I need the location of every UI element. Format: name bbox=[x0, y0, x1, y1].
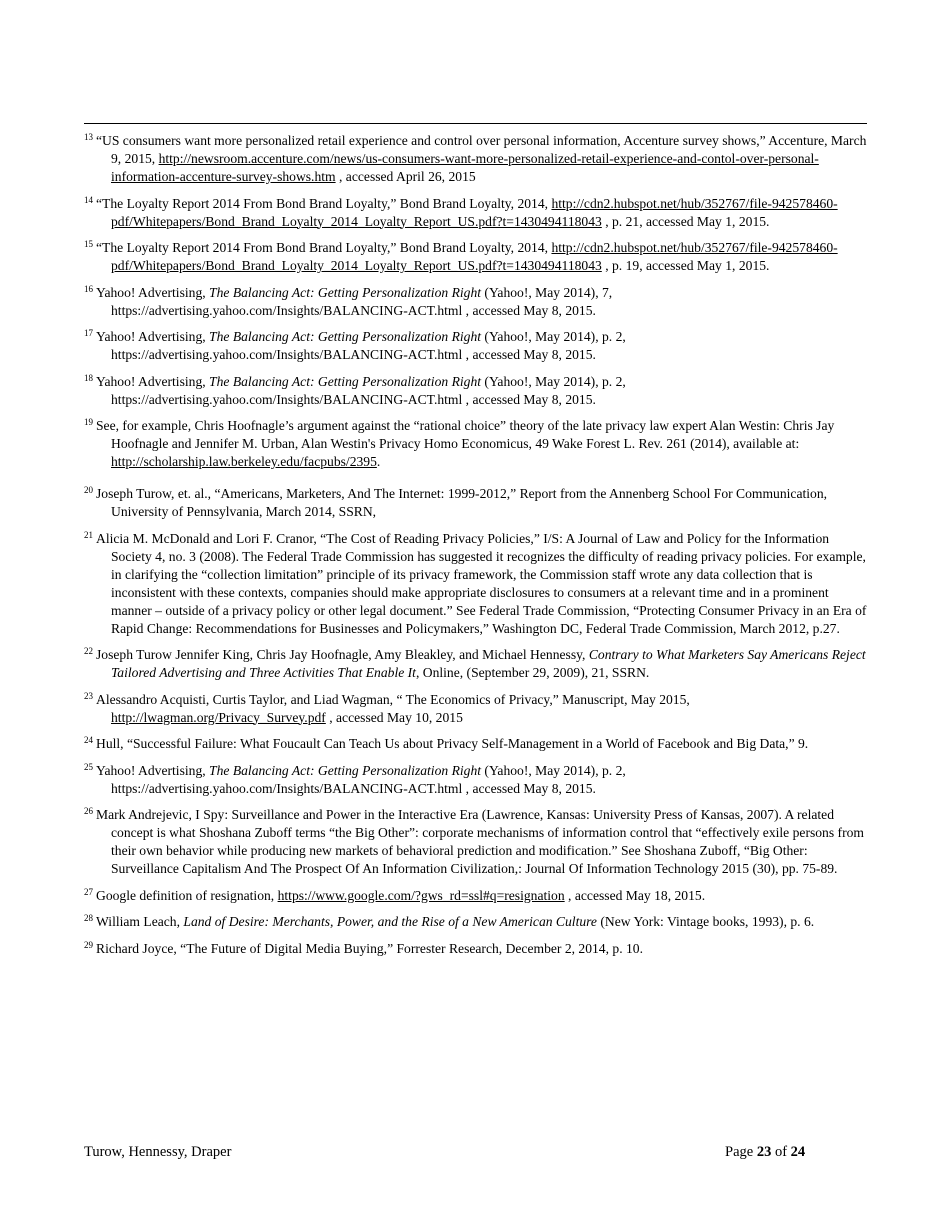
footnote-text: , p. 19, accessed May 1, 2015. bbox=[601, 258, 770, 273]
footnote-text: “The Loyalty Report 2014 From Bond Brand Loyalty,” Bond Brand Loyalty, 2014, bbox=[96, 195, 552, 211]
footnote-number: 22 bbox=[84, 646, 93, 656]
title-text: Land of Desire: Merchants, Power, and the Rise of a New American Culture bbox=[183, 914, 597, 929]
footnote-number: 25 bbox=[84, 761, 93, 772]
footnote-number: 18 bbox=[84, 372, 93, 383]
footnote-link[interactable]: http://newsroom.accenture.com/news/us-consumers-want-more-personalized-retail-experience-and-contol-over-personal-information-accenture-survey-shows.htm bbox=[111, 151, 819, 184]
footnote-25 bbox=[84, 762, 869, 798]
footnote-link[interactable]: http://cdn2.hubspot.net/hub/352767/file-942578460-pdf/Whitepapers/Bond_Brand_Loyalty_2014_Loyalty_Report_US.pdf?t=1430494118043 bbox=[111, 195, 838, 229]
title-text: The Balancing Act: Getting Personalization Right bbox=[209, 284, 482, 300]
footnote-number: 19 bbox=[84, 417, 93, 427]
footnote-23 bbox=[84, 691, 869, 727]
footnote-number: 20 bbox=[84, 485, 93, 495]
footnote-text: Yahoo! Advertising, bbox=[96, 373, 210, 389]
footnote-number: 13 bbox=[84, 132, 93, 142]
footnote-text: Joseph Turow, et. al., “Americans, Marketers, And The Internet: 1999-2012,” Report from the Annenberg School For Communication, University of Pennsylvania, March 2014, SSRN, bbox=[96, 486, 828, 519]
footnote-number: 21 bbox=[84, 529, 93, 540]
footnote-link[interactable]: http://lwagman.org/Privacy_Survey.pdf bbox=[111, 709, 326, 725]
footnote-text: Yahoo! Advertising, bbox=[96, 762, 210, 778]
footnote-text: Alicia M. McDonald and Lori F. Cranor, “The Cost of Reading Privacy Policies,” I/S: A Journal of Law and Policy for the Information Society 4, no. 3 (2008). The Federal Trade Commission has suggested it recognizes the difficulty of reading privacy policies. For example, in clarifying the “collection limitation” principle of its privacy framework, the Commission staff wrote any data collection that is inconsistent with these contexts, companies should make appropriate disclosures to consumers at a relevant time and in a prominent manner – outside of a privacy policy or other legal document.” See Federal Trade Commission, “Protecting Consumer Privacy in an Era of Rapid Change: Recommendations for Businesses and Policymakers,” Washington DC, Federal Trade Commission, March 2012, p.27. bbox=[96, 530, 867, 636]
footnote-number: 16 bbox=[84, 283, 93, 294]
footnote-number: 27 bbox=[84, 886, 93, 897]
footnote-number: 24 bbox=[84, 735, 93, 745]
footnote-15 bbox=[84, 239, 869, 275]
page-current: 23 bbox=[756, 1144, 772, 1160]
footnote-text: Mark Andrejevic, I Spy: Surveillance and Power in the Interactive Era (Lawrence, Kansas: University Press of Kansas, 2007). A related concept is what Shoshana Zuboff terms “the Big Other”: corporate mechanisms of information control that “effectively exile persons from their own behavior while producing new markets of behavioral prediction and modification.” See Shoshana Zuboff, “Big Other: Surveillance Capitalism And The Prospect Of An Information Civilization,: Journal Of Information Technology 2015 (30), pp. 75-89. bbox=[96, 807, 864, 876]
footnote-text: Hull, “Successful Failure: What Foucault Can Teach Us about Privacy Self-Management in a World of Facebook and Big Data,” 9. bbox=[96, 736, 809, 751]
footnote-text: See, for example, Chris Hoofnagle’s argument against the “rational choice” theory of the late privacy law expert Alan Westin: Chris Jay Hoofnagle and Jennifer M. Urban, Alan Westin's Privacy Homo Economicus, 49 Wake Forest L. Rev. 261 (2014), available at: bbox=[96, 418, 835, 451]
footnote-number: 26 bbox=[84, 806, 93, 816]
page-of: of bbox=[774, 1144, 788, 1160]
footnote-14 bbox=[84, 195, 869, 231]
footnote-text: (Yahoo!, May 2014), 7, https://advertising.yahoo.com/Insights/BALANCING-ACT.html , accessed May 8, 2015. bbox=[111, 284, 613, 318]
footnote-number: 17 bbox=[84, 328, 93, 338]
footnote-text: Richard Joyce, “The Future of Digital Media Buying,” Forrester Research, December 2, 2014, p. 10. bbox=[96, 940, 643, 956]
title-text: Contrary to What Marketers Say Americans Reject Tailored Advertising and Three Activities That Enable It bbox=[111, 647, 866, 680]
footnote-text: , accessed April 26, 2015 bbox=[335, 169, 476, 184]
footnote-number: 23 bbox=[84, 690, 93, 701]
footnote-number: 29 bbox=[84, 939, 93, 950]
footnote-text: Yahoo! Advertising, bbox=[96, 329, 210, 344]
title-text: The Balancing Act: Getting Personalization Right bbox=[209, 762, 482, 778]
footnote-13 bbox=[84, 132, 869, 186]
page-label: Page bbox=[725, 1144, 754, 1160]
footnote-text: Yahoo! Advertising, bbox=[96, 284, 210, 300]
footnote-link[interactable]: http://cdn2.hubspot.net/hub/352767/file-942578460-pdf/Whitepapers/Bond_Brand_Loyalty_2014_Loyalty_Report_US.pdf?t=1430494118043 bbox=[111, 240, 838, 273]
footnote-text: , p. 21, accessed May 1, 2015. bbox=[601, 213, 770, 229]
footnote-29 bbox=[84, 940, 869, 958]
footnote-text: , accessed May 18, 2015. bbox=[564, 887, 706, 903]
footnote-text: , Online, (September 29, 2009), 21, SSRN. bbox=[415, 665, 650, 680]
title-text: The Balancing Act: Getting Personalization Right bbox=[209, 329, 482, 344]
footnote-text: . bbox=[376, 454, 381, 469]
footnote-text: (New York: Vintage books, 1993), p. 6. bbox=[596, 914, 815, 929]
footnote-18 bbox=[84, 373, 869, 409]
footnote-separator bbox=[84, 123, 867, 124]
footnote-19 bbox=[84, 417, 869, 471]
footnote-text: , accessed May 10, 2015 bbox=[325, 709, 463, 725]
footnote-text: (Yahoo!, May 2014), p. 2, https://advertising.yahoo.com/Insights/BALANCING-ACT.html , accessed May 8, 2015. bbox=[111, 762, 626, 796]
footnote-text: “The Loyalty Report 2014 From Bond Brand Loyalty,” Bond Brand Loyalty, 2014, bbox=[96, 240, 552, 255]
footnote-link[interactable]: http://scholarship.law.berkeley.edu/facpubs/2395 bbox=[111, 454, 377, 469]
footnote-text: (Yahoo!, May 2014), p. 2, https://advertising.yahoo.com/Insights/BALANCING-ACT.html , accessed May 8, 2015. bbox=[111, 373, 626, 407]
footer-authors: Turow, Hennessy, Draper bbox=[84, 1144, 232, 1160]
footnote-text: Alessandro Acquisti, Curtis Taylor, and Liad Wagman, “ The Economics of Privacy,” Manuscript, May 2015, bbox=[96, 691, 690, 707]
footnote-number: 15 bbox=[84, 239, 93, 249]
footnote-text: William Leach, bbox=[96, 914, 184, 929]
footnote-link[interactable]: https://www.google.com/?gws_rd=ssl#q=resignation bbox=[277, 887, 565, 903]
page-total: 24 bbox=[790, 1144, 806, 1160]
footnote-17 bbox=[84, 328, 869, 364]
footer-page-number bbox=[725, 1144, 805, 1161]
footnote-text: Google definition of resignation, bbox=[96, 887, 278, 903]
footnote-21 bbox=[84, 530, 869, 638]
footnote-number: 14 bbox=[84, 194, 93, 205]
footnote-26 bbox=[84, 806, 869, 878]
title-text: The Balancing Act: Getting Personalization Right bbox=[209, 373, 482, 389]
footnote-16 bbox=[84, 284, 869, 320]
footnote-20 bbox=[84, 485, 869, 521]
footnote-text: (Yahoo!, May 2014), p. 2, https://advertising.yahoo.com/Insights/BALANCING-ACT.html , accessed May 8, 2015. bbox=[111, 329, 626, 362]
footnotes-list bbox=[84, 132, 869, 966]
footnote-number: 28 bbox=[84, 913, 93, 923]
footnote-27 bbox=[84, 887, 869, 905]
footnote-22 bbox=[84, 646, 869, 682]
footnote-28 bbox=[84, 913, 869, 931]
footnote-text: Joseph Turow Jennifer King, Chris Jay Hoofnagle, Amy Bleakley, and Michael Hennessy, bbox=[96, 647, 589, 662]
footnote-24 bbox=[84, 735, 869, 753]
footnote-text: “US consumers want more personalized retail experience and control over personal information, Accenture survey shows,” Accenture, March 9, 2015, bbox=[96, 133, 867, 166]
